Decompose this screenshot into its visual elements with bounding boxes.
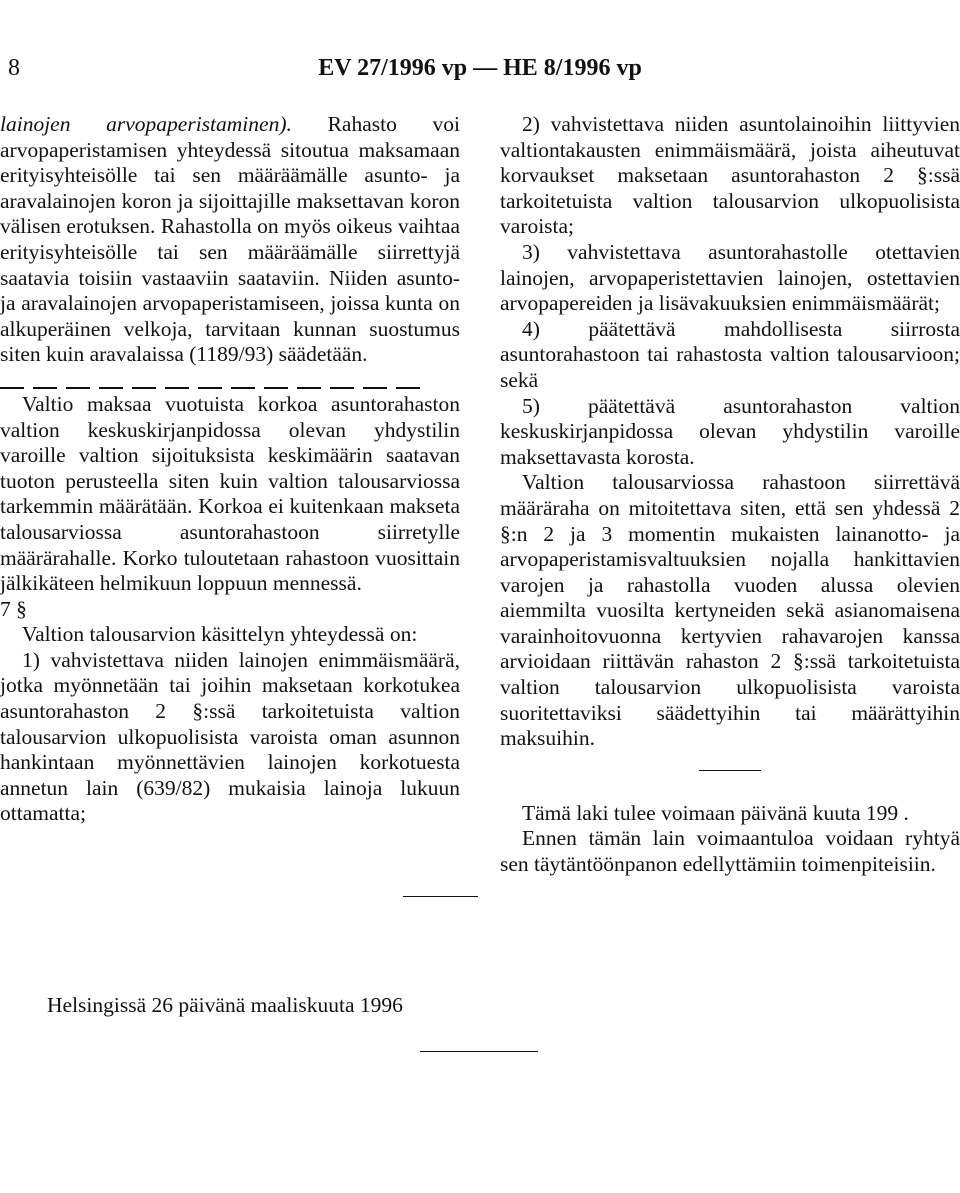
paragraph (0, 112, 460, 368)
paragraph: 2) vahvistettava niiden asuntolainoihin liittyvien valtiontakausten enimmäismäärä, joista aiheutuvat korvaukset maksetaan asuntorahaston 2 §:ssä tarkoitetuista valtion talousarvion ulkopuolisista varoista; (500, 112, 960, 239)
paragraph: Ennen tämän lain voimaantuloa voidaan ryhtyä sen täytäntöönpanon edellyttämiin toimenpiteisiin. (500, 826, 960, 877)
paragraph: Valtion talousarvion käsittelyn yhteydessä on: (22, 622, 418, 647)
paragraph: Valtion talousarviossa rahastoon siirrettävä määräraha on mitoitettava siten, että sen yhdessä 2 §:n 2 ja 3 momentin mukaisten lainanotto- ja arvopaperistamisvaltuuksien nojalla hankittavien varojen ja rahastolla vuoden alussa olevien aiemmilta vuosilta kertyneiden sekä asianomaisena varainhoitovuonna kertyvien rahavarojen kanssa arvioidaan riittävän rahaston 2 §:ssä tarkoitetuista valtion talousarvion ulkopuolisista varoista suoritettaviksi säädettyihin tai määrättyihin maksuihin. (500, 470, 960, 751)
italic-text: lainojen arvopaperistaminen). (0, 112, 292, 136)
paragraph: Tämä laki tulee voimaan päivänä kuuta 199 . (522, 800, 909, 825)
signature-line (420, 1051, 538, 1052)
paragraph: 1) vahvistettava niiden lainojen enimmäismäärä, jotka myönnetään tai joihin maksetaan korkotukea asuntorahaston 2 §:ssä tarkoitetuista valtion talousarvion ulkopuolisista varoista oman asunnon hankintaan myönnettävien lainojen korkotuesta annetun lain (639/82) mukaisia lainoja lukuun ottamatta; (0, 647, 460, 826)
divider (403, 896, 478, 897)
section-heading: 7 § (0, 596, 27, 621)
place-and-date: Helsingissä 26 päivänä maaliskuuta 1996 (47, 993, 403, 1017)
page-number: 8 (8, 55, 20, 81)
dashed-separator (0, 374, 460, 388)
right-column (500, 112, 960, 878)
divider (699, 770, 761, 771)
paragraph: 4) päätettävä mahdollisesta siirrosta asuntorahastoon tai rahastosta valtion talousarvioon; sekä (500, 316, 960, 392)
paragraph: Valtio maksaa vuotuista korkoa asuntorahaston valtion keskuskirjanpidossa olevan yhdystilin varoille valtion sijoituksista keskimäärin saatavan tuoton perusteella siten kuin valtion talousarviossa tarkemmin määrätään. Korkoa ei kuitenkaan makseta talousarviossa asuntorahastoon siirretylle määrärahalle. Korko tuloutetaan rahastoon vuosittain jälkikäteen helmikuun loppuun mennessä. (0, 391, 460, 596)
paragraph: 5) päätettävä asuntorahaston valtion keskuskirjanpidossa olevan yhdystilin varoille maksettavasta korosta. (500, 393, 960, 469)
left-column (0, 112, 460, 827)
paragraph-text: Rahasto voi arvopaperistamisen yhteydessä sitoutua maksamaan erityisyhteisölle tai sen määräämälle asunto- ja aravalainojen koron ja sijoittajille maksettavan koron välisen erotuksen. Rahastolla on myös oikeus vaihtaa erityisyhteisölle tai sen määräämälle siirrettyjä saatavia toisiin vastaaviin saataviin. Niiden asunto- ja aravalainojen arvopaperistamiseen, joissa kunta on alkuperäinen velkoja, tarvitaan kunnan suostumus siten kuin aravalaissa (1189/93) säädetään. (0, 112, 460, 367)
paragraph: 3) vahvistettava asuntorahastolle otettavien lainojen, arvopaperistettavien lainojen, ostettavien arvopapereiden ja lisävakuuksien enimmäismäärät; (500, 239, 960, 316)
document-header-title: EV 27/1996 vp — HE 8/1996 vp (318, 55, 642, 81)
